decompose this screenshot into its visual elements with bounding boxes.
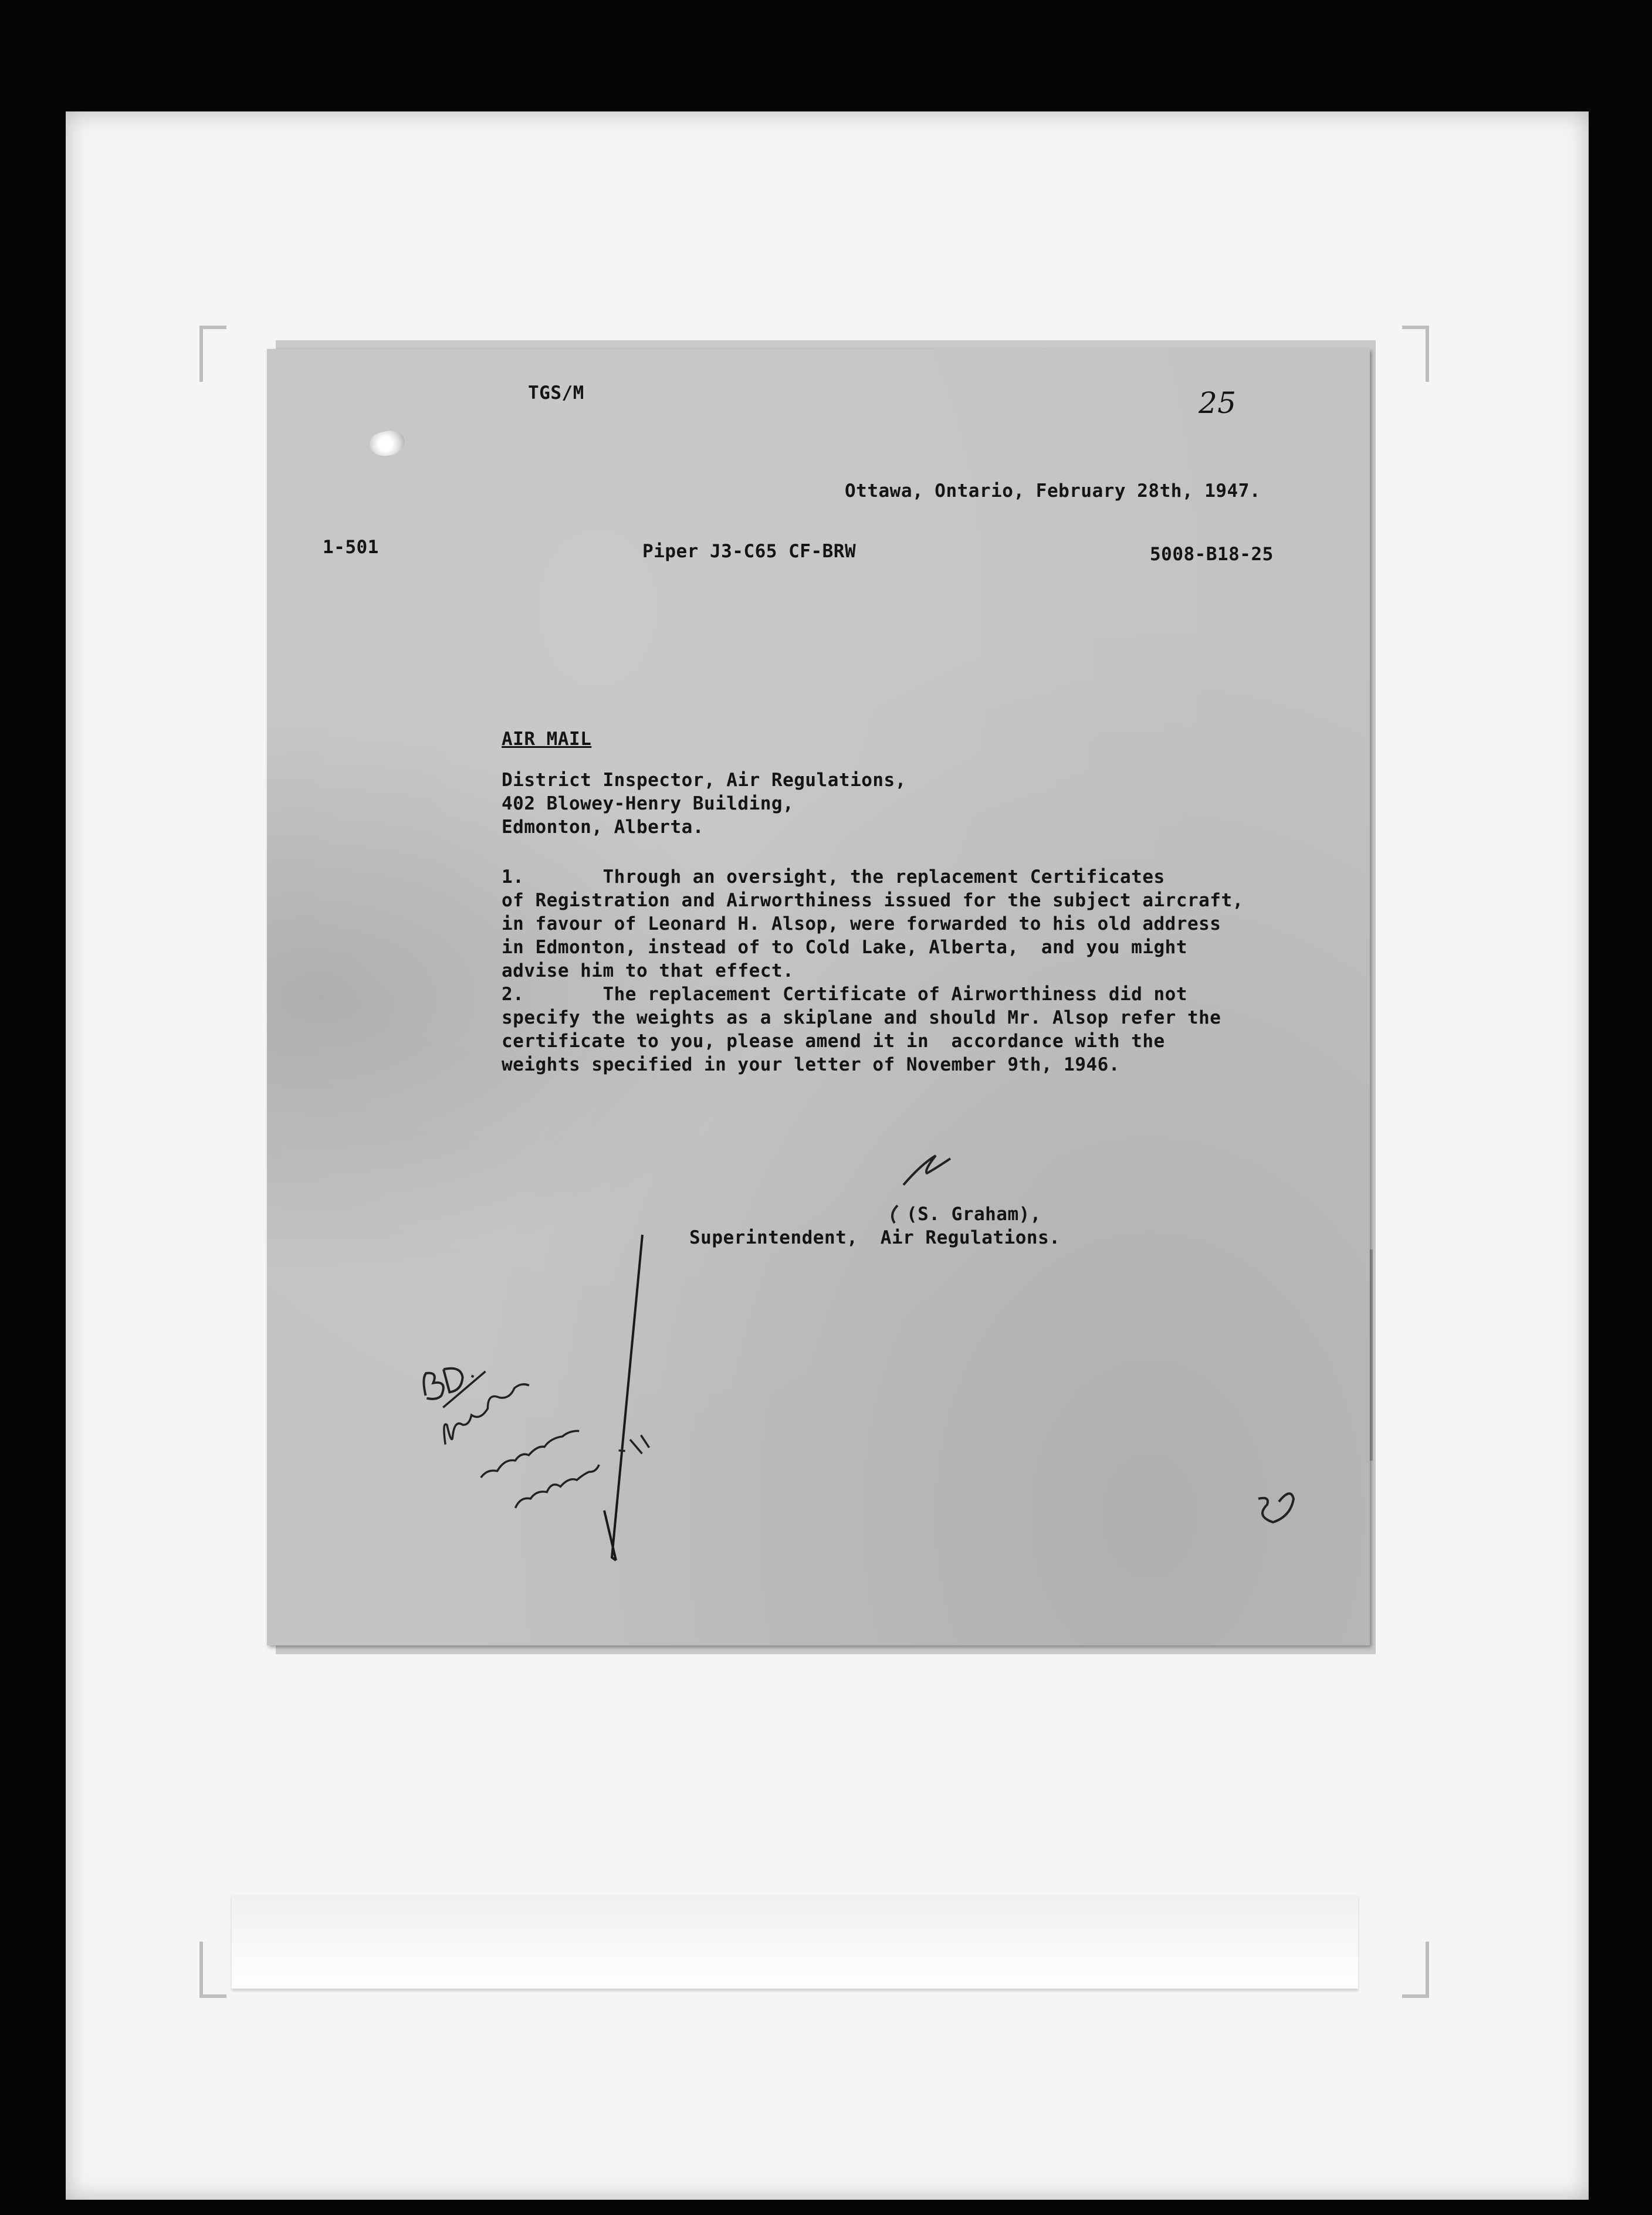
file-reference-right: 5008-B18-25 xyxy=(1150,544,1274,565)
paragraph-1: 1. Through an oversight, the replacement Certificates of Registration and Airworthiness issued for the subject aircraft, in favour of Leonard H. Alsop, were forwarded to his old address in Edmonton, instead of to Cold Lake, Alberta, and you might advise him to that effect. xyxy=(502,866,1244,981)
punch-hole xyxy=(367,427,408,460)
crop-mark-top-left xyxy=(199,326,226,382)
underlying-sheet-edge xyxy=(232,1895,1358,1989)
subject-line: Piper J3-C65 CF-BRW xyxy=(642,541,857,562)
crop-mark-top-right xyxy=(1402,326,1429,382)
typist-initials: TGS/M xyxy=(528,382,584,404)
paragraph-2: 2. The replacement Certificate of Airworthiness did not specify the weights as a skiplane and should Mr. Alsop refer the certificate to you, please amend it in accordance with the weights specified in your letter of November 9th, 1946. xyxy=(502,984,1221,1075)
signature-title: Superintendent, Air Regulations. xyxy=(689,1227,1061,1248)
air-mail-heading: AIR MAIL xyxy=(502,729,592,750)
file-reference-left: 1-501 xyxy=(323,537,379,558)
handwritten-page-number: 25 xyxy=(1199,386,1237,420)
crop-mark-bottom-left xyxy=(199,1942,226,1998)
crop-mark-bottom-right xyxy=(1402,1942,1429,1998)
date-line: Ottawa, Ontario, February 28th, 1947. xyxy=(845,480,1261,502)
signature-name: (S. Graham), xyxy=(906,1204,1041,1225)
letter-page xyxy=(267,349,1370,1645)
recipient-address: District Inspector, Air Regulations, 402 Blowey-Henry Building, Edmonton, Alberta. xyxy=(502,770,906,838)
